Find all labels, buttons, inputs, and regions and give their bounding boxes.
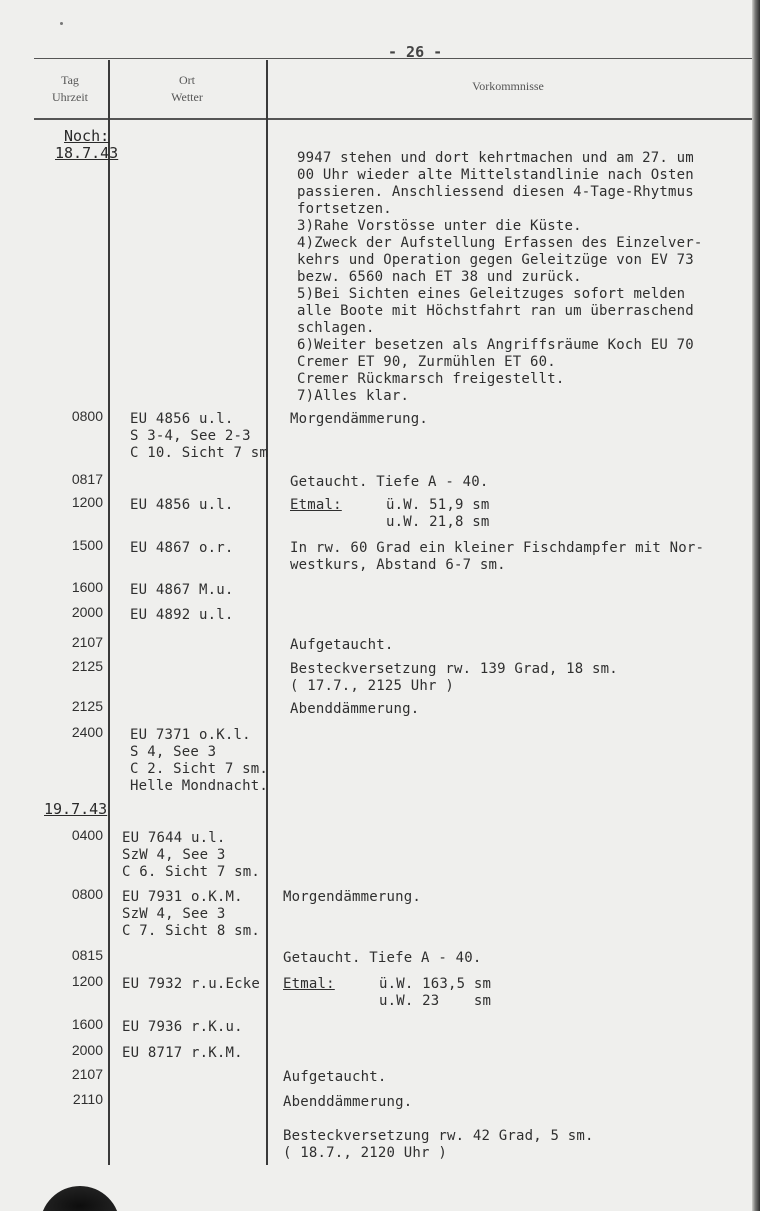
position-weather-line: C 2. Sicht 7 sm. [130, 761, 269, 777]
date-19-7-43: 19.7.43 [44, 800, 108, 818]
etmal-value: u.W. 21,8 sm [386, 514, 490, 530]
etmal-value: ü.W. 51,9 sm [386, 497, 490, 513]
column-divider-1 [108, 60, 110, 1165]
time-1600: 1600 [71, 579, 103, 595]
thumb-shadow [40, 1186, 120, 1211]
order-text-line: 9947 stehen und dort kehrtmachen und am 27. um [297, 150, 694, 166]
time-0800: 0800 [71, 886, 103, 902]
event-text-line: Morgendämmerung. [290, 411, 429, 427]
column-divider-2 [266, 60, 268, 1165]
etmal-label: Etmal: [283, 976, 335, 992]
event-text-line: westkurs, Abstand 6-7 sm. [290, 557, 506, 573]
position-weather-line: S 3-4, See 2-3 [130, 428, 251, 444]
header-tag: Tag [61, 73, 79, 87]
etmal-label: Etmal: [290, 497, 342, 513]
event-text-line: In rw. 60 Grad ein kleiner Fischdampfer mit Nor- [290, 540, 705, 556]
order-text-line: 3)Rahe Vorstösse unter die Küste. [297, 218, 582, 234]
header-top-rule [34, 58, 752, 59]
order-text-line: bezw. 6560 nach ET 38 und zurück. [297, 269, 582, 285]
time-1600: 1600 [71, 1016, 103, 1032]
event-text-line: Besteckversetzung rw. 139 Grad, 18 sm. [290, 661, 618, 677]
header-wetter: Wetter [171, 90, 203, 104]
position-weather-line: EU 8717 r.K.M. [122, 1045, 243, 1061]
order-text-line: 7)Alles klar. [297, 388, 410, 404]
header-ort: Ort [179, 73, 195, 87]
time-2000: 2000 [71, 1042, 103, 1058]
position-weather-line: C 10. Sicht 7 sm [130, 445, 269, 461]
event-text-line: Aufgetaucht. [290, 637, 394, 653]
position-weather-line: EU 7644 u.l. [122, 830, 226, 846]
position-weather-line: EU 4856 u.l. [130, 497, 234, 513]
time-1200: 1200 [71, 973, 103, 989]
position-weather-line: Helle Mondnacht. [130, 778, 269, 794]
position-weather-line: C 7. Sicht 8 sm. [122, 923, 261, 939]
position-weather-line: EU 4867 M.u. [130, 582, 234, 598]
order-text-line: alle Boote mit Höchstfahrt ran um überraschend [297, 303, 694, 319]
header-bottom-rule [34, 118, 752, 120]
header-uhrzeit: Uhrzeit [52, 90, 88, 104]
time-2107: 2107 [71, 634, 103, 650]
event-text-line: Aufgetaucht. [283, 1069, 387, 1085]
position-weather-line: SzW 4, See 3 [122, 847, 226, 863]
event-text-line: Morgendämmerung. [283, 889, 422, 905]
time-2125: 2125 [71, 658, 103, 674]
time-1200: 1200 [71, 494, 103, 510]
time-2000: 2000 [71, 604, 103, 620]
position-weather-line: S 4, See 3 [130, 744, 217, 760]
position-weather-line: EU 7371 o.K.l. [130, 727, 251, 743]
order-text-line: 6)Weiter besetzen als Angriffsräume Koch EU 70 [297, 337, 694, 353]
date-18-7-43: 18.7.43 [55, 144, 119, 162]
position-weather-line: EU 4892 u.l. [130, 607, 234, 623]
header-col-place [110, 72, 264, 106]
order-text-line: fortsetzen. [297, 201, 392, 217]
time-0817: 0817 [71, 471, 103, 487]
event-text-line: Besteckversetzung rw. 42 Grad, 5 sm. [283, 1128, 594, 1144]
position-weather-line: C 6. Sicht 7 sm. [122, 864, 261, 880]
speck [60, 22, 63, 25]
event-text-line: ( 17.7., 2125 Uhr ) [290, 678, 454, 694]
etmal-value: u.W. 23 sm [379, 993, 492, 1009]
order-text-line: 00 Uhr wieder alte Mittelstandlinie nach Osten [297, 167, 694, 183]
time-2110: 2110 [72, 1091, 103, 1107]
header-col-time [34, 72, 106, 106]
event-text-line: Getaucht. Tiefe A - 40. [283, 950, 482, 966]
order-text-line: Cremer Rückmarsch freigestellt. [297, 371, 565, 387]
event-text-line: Getaucht. Tiefe A - 40. [290, 474, 489, 490]
order-text-line: kehrs und Operation gegen Geleitzüge von EV 73 [297, 252, 694, 268]
position-weather-line: EU 4856 u.l. [130, 411, 234, 427]
position-weather-line: EU 4867 o.r. [130, 540, 234, 556]
time-1500: 1500 [71, 537, 103, 553]
continuation-label: Noch: [64, 127, 110, 145]
order-text-line: passieren. Anschliessend diesen 4-Tage-Rhytmus [297, 184, 694, 200]
event-text-line: Abenddämmerung. [290, 701, 420, 717]
position-weather-line: EU 7931 o.K.M. [122, 889, 243, 905]
time-2400: 2400 [71, 724, 103, 740]
time-2125: 2125 [71, 698, 103, 714]
position-weather-line: EU 7936 r.K.u. [122, 1019, 243, 1035]
order-text-line: Cremer ET 90, Zurmühlen ET 60. [297, 354, 556, 370]
time-0815: 0815 [71, 947, 103, 963]
time-0400: 0400 [71, 827, 103, 843]
order-text-line: 4)Zweck der Aufstellung Erfassen des Einzelver- [297, 235, 703, 251]
time-2107: 2107 [71, 1066, 103, 1082]
time-0800: 0800 [71, 408, 103, 424]
binding-edge [752, 0, 760, 1211]
etmal-value: ü.W. 163,5 sm [379, 976, 492, 992]
event-text-line: ( 18.7., 2120 Uhr ) [283, 1145, 447, 1161]
page-number: - 26 - [388, 43, 443, 61]
position-weather-line: EU 7932 r.u.Ecke [122, 976, 261, 992]
position-weather-line: SzW 4, See 3 [122, 906, 226, 922]
order-text-line: schlagen. [297, 320, 375, 336]
header-col-events: Vorkommnisse [472, 79, 544, 93]
event-text-line: Abenddämmerung. [283, 1094, 413, 1110]
order-text-line: 5)Bei Sichten eines Geleitzuges sofort melden [297, 286, 686, 302]
